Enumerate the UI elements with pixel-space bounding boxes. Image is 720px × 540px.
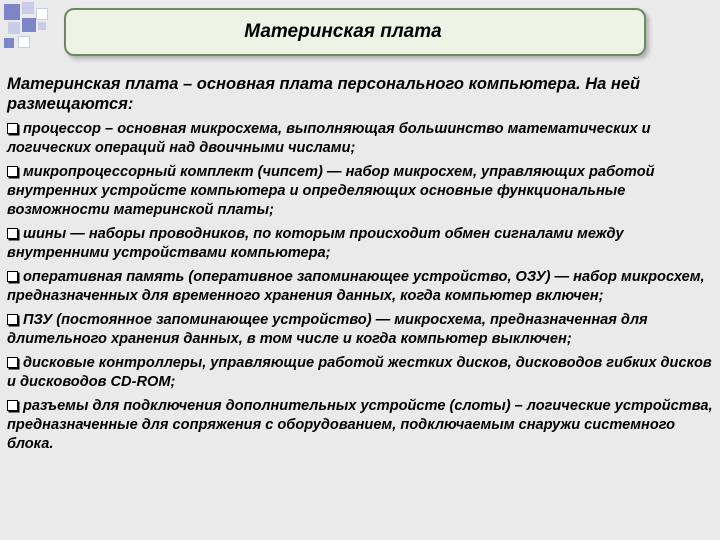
checkbox-bullet-icon xyxy=(7,357,18,368)
slide-content xyxy=(7,74,719,459)
checkbox-bullet-icon xyxy=(7,400,18,411)
decor-square xyxy=(22,18,36,32)
list-item-text: дисковые контроллеры, управляющие работой жестких дисков, дисководов гибких дисков и дисководов CD-ROM; xyxy=(7,355,712,390)
checkbox-bullet-icon xyxy=(7,228,18,239)
list-item-text: шины — наборы проводников, по которым происходит обмен сигналами между внутренними устройствами компьютера; xyxy=(7,226,624,261)
intro-paragraph: Материнская плата – основная плата персонального компьютера. На ней размещаются: xyxy=(7,75,641,113)
list-item xyxy=(7,268,719,306)
list-item xyxy=(7,225,719,263)
list-item xyxy=(7,397,719,454)
list-item-text: процессор – основная микросхема, выполняющая большинство математических и логических операций над двоичными числами; xyxy=(7,121,651,156)
decorative-squares xyxy=(0,0,60,60)
list-item xyxy=(7,311,719,349)
decor-square xyxy=(36,8,48,20)
decor-square xyxy=(8,22,20,34)
decor-square xyxy=(4,4,20,20)
list-item xyxy=(7,354,719,392)
checkbox-bullet-icon xyxy=(7,123,18,134)
decor-square xyxy=(38,22,46,30)
list-item-text: микропроцессорный комплект (чипсет) — набор микросхем, управляющих работой внутренних устройсте компьютера и определяющих основные функциональные возможности материнской платы; xyxy=(7,164,655,218)
list-item-text: оперативная память (оперативное запоминающее устройство, ОЗУ) — набор микросхем, предназначенных для временного хранения данных, когда компьютер включен; xyxy=(7,269,705,304)
list-item xyxy=(7,120,719,158)
decor-square xyxy=(18,36,30,48)
checkbox-bullet-icon xyxy=(7,166,18,177)
list-item-text: разъемы для подключения дополнительных устройсте (слоты) – логические устройства, предназначенные для сопряжения с оборудованием, подключаемым снаружи системного блока. xyxy=(7,398,713,452)
bullet-list xyxy=(7,120,719,454)
decor-square xyxy=(22,2,34,14)
decor-square xyxy=(4,38,14,48)
title-box xyxy=(64,8,646,56)
list-item xyxy=(7,163,719,220)
checkbox-bullet-icon xyxy=(7,314,18,325)
checkbox-bullet-icon xyxy=(7,271,18,282)
list-item-text: ПЗУ (постоянное запоминающее устройство) — микросхема, предназначенная для длительного хранения данных, в том числе и когда компьютер выключен; xyxy=(7,312,648,347)
slide-title: Материнская плата xyxy=(244,21,442,42)
